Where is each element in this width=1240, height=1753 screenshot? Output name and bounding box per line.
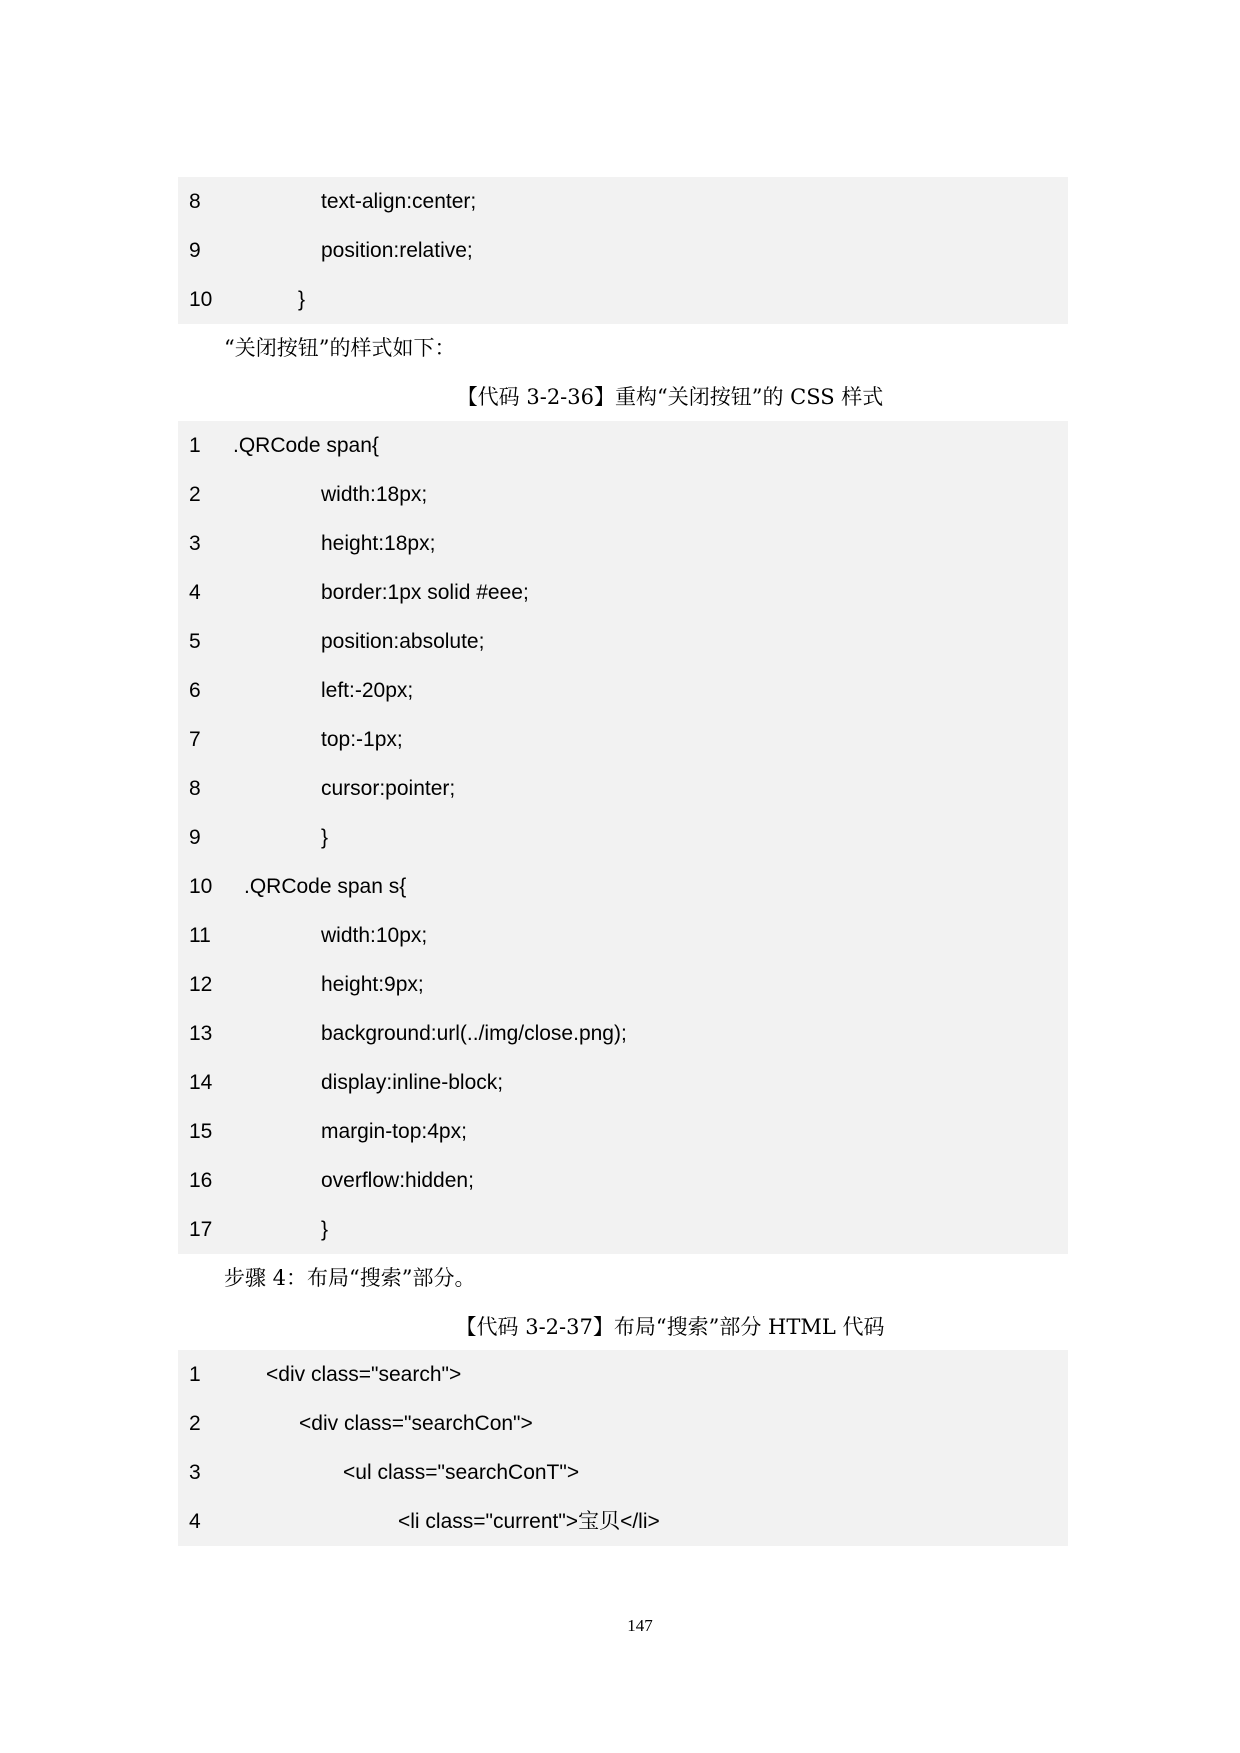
code-text: overflow:hidden;	[321, 1169, 474, 1192]
line-number: 13	[189, 1022, 213, 1045]
code-text: top:-1px;	[321, 728, 403, 751]
line-number: 2	[189, 483, 201, 506]
line-number: 4	[189, 581, 201, 604]
code-line	[178, 1058, 1068, 1107]
code-line	[178, 862, 1068, 911]
code-text: }	[298, 288, 306, 311]
code-text: <div class="search">	[266, 1363, 462, 1386]
code-line	[178, 617, 1068, 666]
code-text: .QRCode span{	[233, 434, 379, 457]
code-text: text-align:center;	[321, 190, 477, 213]
code-line	[178, 519, 1068, 568]
code-text: .QRCode span s{	[244, 875, 407, 898]
code-text: background:url(../img/close.png);	[321, 1022, 627, 1045]
line-number: 1	[189, 434, 201, 457]
line-number: 16	[189, 1169, 213, 1192]
line-number: 8	[189, 190, 201, 213]
code-line	[178, 421, 1068, 470]
line-number: 7	[189, 728, 201, 751]
code-line	[178, 568, 1068, 617]
line-number: 5	[189, 630, 201, 653]
code-text: display:inline-block;	[321, 1071, 504, 1094]
code-block-css	[178, 421, 1068, 1254]
code-line	[178, 177, 1068, 226]
code-text: border:1px solid #eee;	[321, 581, 529, 604]
code-caption: 【代码 3-2-37】布局“搜索”部分 HTML 代码	[455, 1315, 885, 1339]
code-text: position:relative;	[321, 239, 473, 262]
code-line	[178, 275, 1068, 324]
code-text: }	[321, 1218, 329, 1241]
code-text: position:absolute;	[321, 630, 485, 653]
line-number: 12	[189, 973, 213, 996]
line-number: 15	[189, 1120, 213, 1143]
code-text: <ul class="searchConT">	[343, 1461, 580, 1484]
code-block-html	[178, 1350, 1068, 1546]
code-text: left:-20px;	[321, 679, 414, 702]
line-number: 1	[189, 1363, 201, 1386]
code-line	[178, 1497, 1068, 1546]
line-number: 10	[189, 288, 213, 311]
line-number: 14	[189, 1071, 213, 1094]
code-text: width:18px;	[321, 483, 428, 506]
code-line	[178, 1009, 1068, 1058]
code-line	[178, 715, 1068, 764]
line-number: 3	[189, 532, 201, 555]
line-number: 8	[189, 777, 201, 800]
code-line	[178, 1350, 1068, 1399]
code-text: height:9px;	[321, 973, 424, 996]
code-text: }	[321, 826, 329, 849]
code-text: height:18px;	[321, 532, 436, 555]
code-line	[178, 1156, 1068, 1205]
code-line	[178, 764, 1068, 813]
code-text: <div class="searchCon">	[299, 1412, 533, 1435]
code-line	[178, 666, 1068, 715]
code-line	[178, 1205, 1068, 1254]
body-paragraph: “关闭按钮”的样式如下：	[224, 336, 456, 360]
page-number: 147	[627, 1616, 653, 1635]
code-line	[178, 226, 1068, 275]
line-number: 17	[189, 1218, 213, 1241]
code-line	[178, 1399, 1068, 1448]
code-line	[178, 911, 1068, 960]
code-text: width:10px;	[321, 924, 428, 947]
line-number: 4	[189, 1510, 201, 1533]
code-line	[178, 813, 1068, 862]
code-caption: 【代码 3-2-36】重构“关闭按钮”的 CSS 样式	[456, 385, 884, 409]
line-number: 9	[189, 826, 201, 849]
code-line	[178, 1107, 1068, 1156]
code-line	[178, 470, 1068, 519]
code-line	[178, 1448, 1068, 1497]
code-text: <li class="current">宝贝</li>	[398, 1510, 660, 1533]
code-text: margin-top:4px;	[321, 1120, 467, 1143]
line-number: 11	[189, 924, 211, 947]
line-number: 10	[189, 875, 213, 898]
code-text: cursor:pointer;	[321, 777, 456, 800]
code-line	[178, 960, 1068, 1009]
body-paragraph: 步骤 4：布局“搜索”部分。	[224, 1266, 476, 1290]
line-number: 3	[189, 1461, 201, 1484]
line-number: 6	[189, 679, 201, 702]
line-number: 9	[189, 239, 201, 262]
code-block-continued	[178, 177, 1068, 324]
line-number: 2	[189, 1412, 201, 1435]
